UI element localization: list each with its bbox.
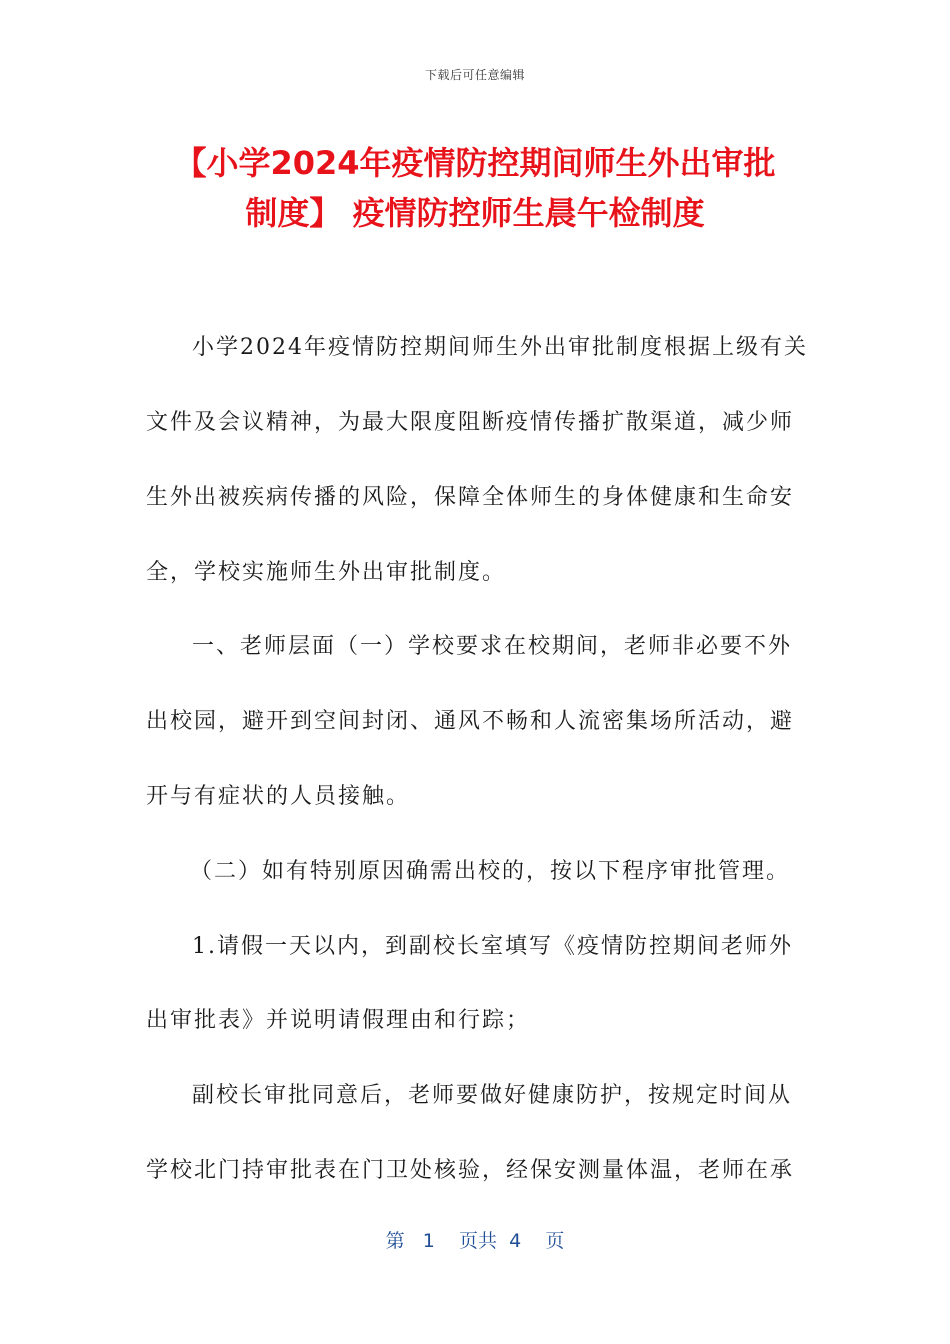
body-line-2: 文件及会议精神，为最大限度阻断疫情传播扩散渠道，减少师 bbox=[146, 410, 795, 435]
body-line-7: 开与有症状的人员接触。 bbox=[146, 784, 411, 809]
footer-label-total: 页共 bbox=[459, 1230, 498, 1252]
body-line-5: 一、老师层面（一）学校要求在校期间，老师非必要不外 bbox=[192, 634, 793, 659]
body-line-1: 小学2024年疫情防控期间师生外出审批制度根据上级有关 bbox=[192, 335, 808, 360]
footer-total-pages: 4 bbox=[509, 1230, 522, 1252]
page-footer bbox=[0, 1226, 950, 1253]
body-line-4: 全，学校实施师生外出审批制度。 bbox=[146, 560, 507, 585]
body-line-10: 出审批表》并说明请假理由和行踪； bbox=[146, 1008, 531, 1033]
header-note: 下载后可任意编辑 bbox=[424, 68, 525, 82]
body-line-9: 1.请假一天以内，到副校长室填写《疫情防控期间老师外 bbox=[192, 934, 793, 959]
body-line-6: 出校园，避开到空间封闭、通风不畅和人流密集场所活动，避 bbox=[146, 709, 795, 734]
footer-label-page: 第 bbox=[385, 1230, 405, 1252]
title-line-2: 制度】 疫情防控师生晨午检制度 bbox=[245, 194, 705, 232]
body-line-12: 学校北门持审批表在门卫处核验，经保安测量体温，老师在承 bbox=[146, 1158, 795, 1183]
body-line-8: （二）如有特别原因确需出校的，按以下程序审批管理。 bbox=[190, 859, 791, 884]
body-line-3: 生外出被疾病传播的风险，保障全体师生的身体健康和生命安 bbox=[146, 485, 795, 510]
footer-label-end: 页 bbox=[545, 1230, 565, 1252]
document-title bbox=[100, 138, 850, 238]
title-line-1: 【小学2024年疫情防控期间师生外出审批 bbox=[174, 144, 776, 182]
footer-current-page: 1 bbox=[422, 1230, 435, 1252]
body-line-11: 副校长审批同意后，老师要做好健康防护，按规定时间从 bbox=[192, 1083, 793, 1108]
